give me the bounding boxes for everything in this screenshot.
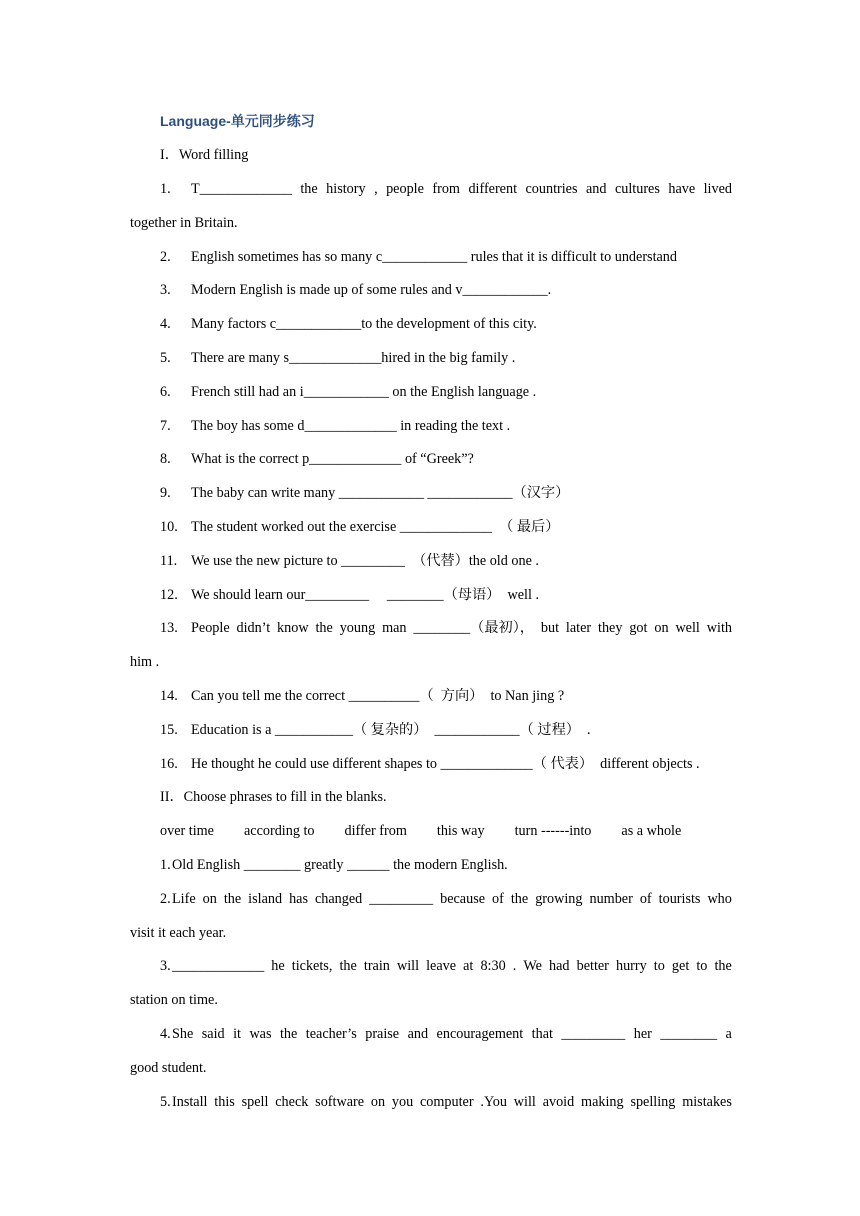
item-number: 9. <box>160 485 171 502</box>
phrase-item: as a whole <box>621 823 682 839</box>
word: have <box>668 181 696 197</box>
word: the <box>339 958 357 975</box>
word: on <box>370 1093 386 1110</box>
word: People <box>191 620 230 637</box>
word: lived <box>703 181 732 197</box>
item-text: English sometimes has so many c____________ rules that it is difficult to understand <box>191 248 677 265</box>
item-number: 4. <box>160 316 171 333</box>
item-text: Many factors c____________to the development of this city. <box>191 316 537 333</box>
item-text-continued: together in Britain. <box>130 214 238 231</box>
word: well <box>675 620 700 637</box>
word: they <box>598 620 623 637</box>
word: the <box>223 890 242 907</box>
word: the <box>714 958 732 975</box>
item-number: 6. <box>160 383 171 400</box>
word: with <box>706 620 732 637</box>
item-text-continued: station on time. <box>130 992 218 1009</box>
word: 8:30 <box>480 958 506 975</box>
item-text-continued: him . <box>130 654 160 671</box>
item-text: French still had an i____________ on the English language . <box>191 383 537 400</box>
item-text: There are many s_____________hired in the big family . <box>191 350 516 366</box>
word: from <box>432 181 460 197</box>
word: will <box>396 958 420 975</box>
item-number: 14. <box>160 688 178 704</box>
word: the <box>279 1026 298 1042</box>
word: ________（最初）， <box>413 620 534 637</box>
word: young <box>339 620 376 637</box>
item-text <box>172 957 732 975</box>
word: this <box>214 1093 235 1110</box>
item-number: 10. <box>160 519 178 535</box>
word: _____________ <box>172 958 265 975</box>
word: and <box>585 181 607 197</box>
item-text: The baby can write many ____________ ____________（汉字） <box>191 485 570 502</box>
word: spelling <box>630 1093 676 1110</box>
item-number: 13. <box>160 620 178 637</box>
item-text: What is the correct p_____________ of “Greek”? <box>191 451 474 468</box>
word: Install <box>172 1093 208 1110</box>
word: spell <box>241 1093 269 1110</box>
word: to <box>653 958 665 975</box>
word: man <box>382 620 407 637</box>
word: better <box>576 958 609 975</box>
word: because <box>440 890 486 907</box>
item-text: Modern English is made up of some rules and v____________. <box>191 282 552 299</box>
word: on <box>202 890 217 907</box>
word: different <box>468 181 518 197</box>
word: tourists <box>658 890 701 907</box>
word: mistakes <box>682 1093 732 1110</box>
item-text-continued: good student. <box>130 1059 207 1076</box>
word: tickets, <box>291 958 333 975</box>
word: We <box>523 958 542 975</box>
word: software <box>315 1093 365 1110</box>
word: the <box>315 620 333 637</box>
item-text <box>172 890 732 908</box>
word: T_____________ <box>191 181 292 197</box>
item-text <box>172 1093 732 1111</box>
item-number: 16. <box>160 755 178 772</box>
word: check <box>275 1093 309 1110</box>
word: didn’t <box>236 620 271 637</box>
word: people <box>386 181 424 197</box>
word: She <box>172 1026 194 1042</box>
word: number <box>589 890 633 907</box>
item-number: 7. <box>160 417 171 434</box>
item-text: Education is a ___________（ 复杂的） ____________（ 过程） . <box>191 721 591 738</box>
item-number: 8. <box>160 451 171 468</box>
word: history <box>326 181 366 197</box>
word: . <box>512 958 517 975</box>
word: Life <box>172 890 196 907</box>
word: had <box>549 958 570 975</box>
item-text <box>191 619 732 637</box>
phrase-item: over time <box>160 823 214 839</box>
page-title: Language-单元同步练习 <box>160 113 315 129</box>
word: changed <box>314 890 363 907</box>
word: avoid <box>542 1093 575 1110</box>
word: said <box>201 1026 225 1042</box>
word: teacher’s <box>305 1026 357 1042</box>
word: ________ <box>660 1026 718 1042</box>
word: growing <box>535 890 583 907</box>
word: countries <box>525 181 578 197</box>
item-text: Can you tell me the correct __________（ 方向） to Nan jing ? <box>191 688 565 704</box>
phrase-item: differ from <box>344 823 407 839</box>
word: but <box>540 620 560 637</box>
item-number: 15. <box>160 721 178 738</box>
item-number: 1. <box>160 857 171 873</box>
word: on <box>654 620 669 637</box>
word: encouragement <box>436 1026 524 1042</box>
item-number: 2. <box>160 890 171 907</box>
word: got <box>629 620 648 637</box>
word: _________ <box>561 1026 626 1042</box>
word: the <box>510 890 529 907</box>
word: her <box>633 1026 652 1042</box>
word: a <box>725 1026 732 1042</box>
item-number: 1. <box>160 181 171 197</box>
word: that <box>531 1026 553 1042</box>
word: later <box>565 620 592 637</box>
phrase-item: according to <box>243 823 315 839</box>
word: island <box>248 890 283 907</box>
item-number: 3. <box>160 958 171 975</box>
item-number: 5. <box>160 1093 171 1110</box>
word: making <box>581 1093 624 1110</box>
phrase-bank <box>160 822 711 840</box>
item-number: 11. <box>160 552 178 569</box>
word: _________ <box>369 890 434 907</box>
item-text: We should learn our_________ ________（母语） well . <box>191 586 539 603</box>
item-number: 4. <box>160 1026 171 1042</box>
word: train <box>363 958 390 975</box>
item-number: 12. <box>160 586 178 603</box>
word: has <box>289 890 308 907</box>
phrase-item: this way <box>436 823 485 839</box>
word: leave <box>426 958 457 975</box>
word: get <box>671 958 690 975</box>
word: of <box>639 890 652 907</box>
item-text: The student worked out the exercise _____________ （ 最后） <box>191 519 560 535</box>
section-heading-phrases: II．Choose phrases to fill in the blanks. <box>160 789 387 805</box>
word: you <box>391 1093 414 1110</box>
word: cultures <box>614 181 660 197</box>
section-heading-word-filling: I．Word filling <box>160 147 249 163</box>
item-number: 5. <box>160 350 171 366</box>
word: at <box>463 958 474 975</box>
item-text <box>172 1025 732 1043</box>
word: , <box>374 181 378 197</box>
word: was <box>249 1026 272 1042</box>
phrase-item: turn ------into <box>514 823 592 839</box>
word: will <box>513 1093 536 1110</box>
item-text <box>191 180 732 198</box>
item-number: 2. <box>160 248 171 265</box>
word: praise <box>365 1026 400 1042</box>
item-text-continued: visit it each year. <box>130 924 227 941</box>
word: he <box>271 958 285 975</box>
item-text: He thought he could use different shapes to _____________（ 代表） different objects . <box>191 755 700 772</box>
word: who <box>707 890 732 907</box>
word: and <box>407 1026 429 1042</box>
word: the <box>300 181 318 197</box>
item-text: Old English ________ greatly ______ the modern English. <box>172 857 508 873</box>
item-text: We use the new picture to _________ （代替）the old one . <box>191 552 539 569</box>
word: it <box>233 1026 241 1042</box>
word: know <box>277 620 309 637</box>
item-number: 3. <box>160 282 171 299</box>
word: of <box>492 890 504 907</box>
word: computer <box>419 1093 474 1110</box>
item-text: The boy has some d_____________ in reading the text . <box>191 417 511 434</box>
word: hurry <box>615 958 647 975</box>
word: .You <box>480 1093 507 1110</box>
word: to <box>696 958 708 975</box>
